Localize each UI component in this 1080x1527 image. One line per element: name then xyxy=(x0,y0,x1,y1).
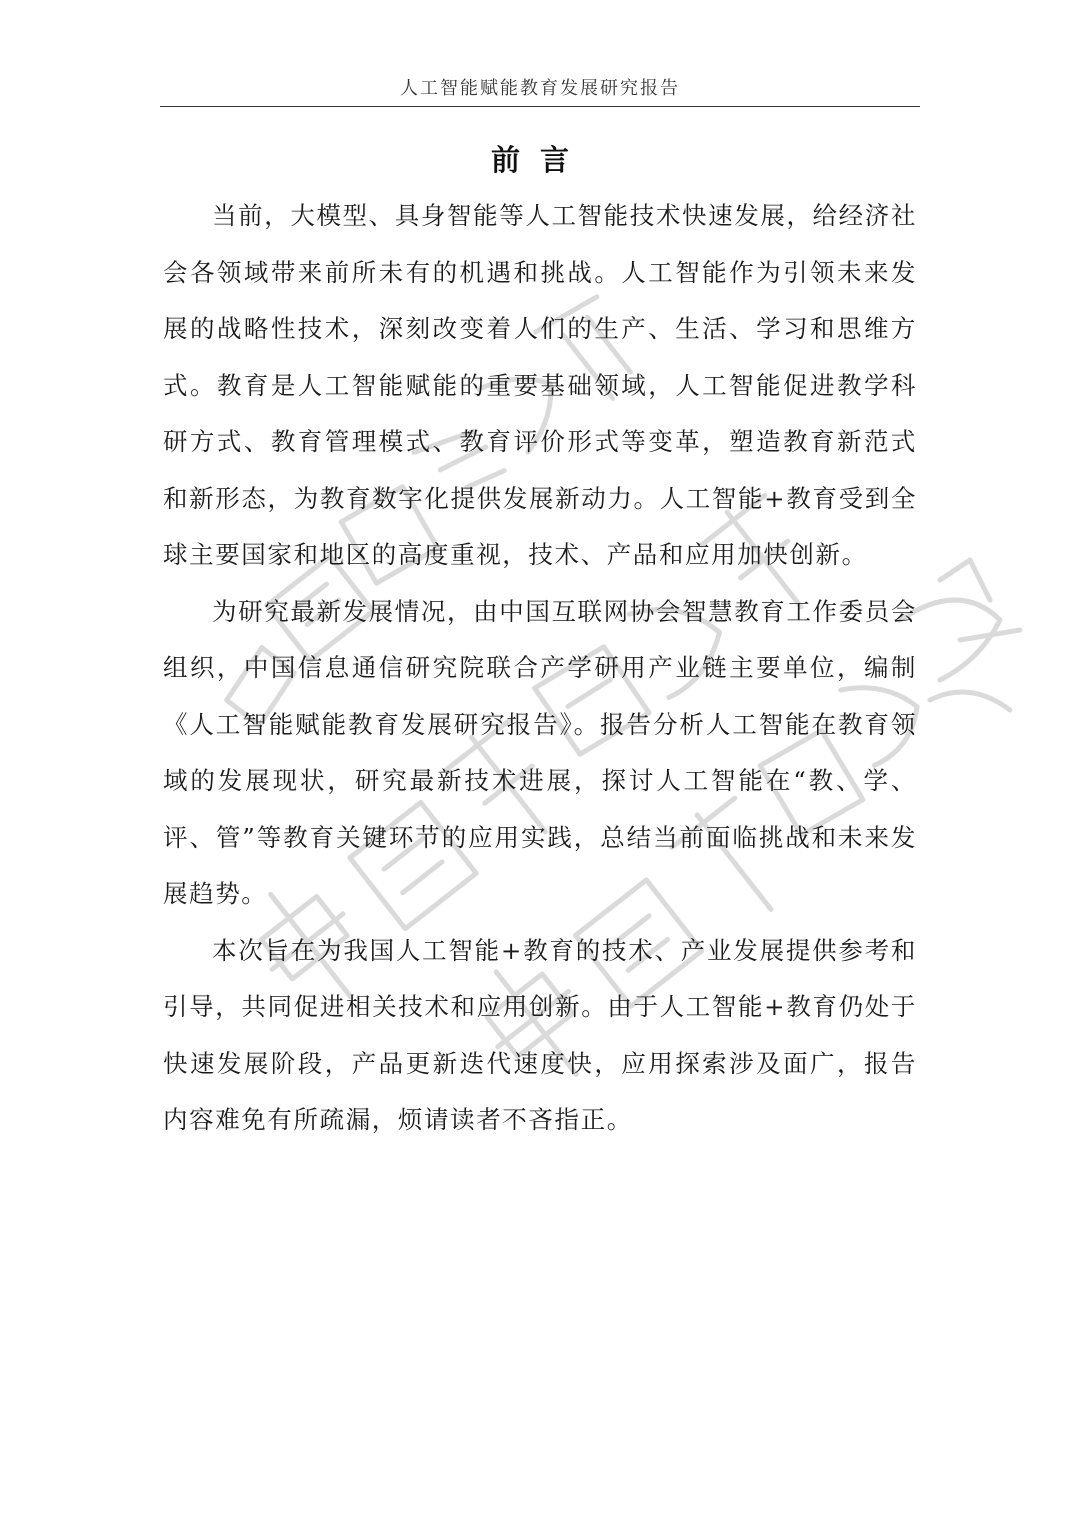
paragraph-1: 当前，大模型、具身智能等人工智能技术快速发展，给经济社会各领域带来前所未有的机遇和挑战。人工智能作为引领未来发展的战略性技术，深刻改变着人们的生产、生活、学习和思维方式。教育是人工智能赋能的重要基础领域，人工智能促进教学科研方式、教育管理模式、教育评价形式等变革，塑造教育新范式和新形态，为教育数字化提供发展新动力。人工智能+教育受到全球主要国家和地区的高度重视，技术、产品和应用加快创新。 xyxy=(163,201,917,569)
paragraph-2: 为研究最新发展情况，由中国互联网协会智慧教育工作委员会组织，中国信息通信研究院联合产学研用产业链主要单位，编制《人工智能赋能教育发展研究报告》。报告分析人工智能在教育领域的发展现状，研究最新技术进展，探讨人工智能在“教、学、评、管”等教育关键环节的应用实践，总结当前面临挑战和未来发展趋势。 xyxy=(163,596,917,908)
running-header: 人工智能赋能教育发展研究报告 xyxy=(400,78,680,99)
page-title: 前言 xyxy=(490,143,589,177)
header-divider xyxy=(160,106,920,107)
body-text xyxy=(163,188,917,1149)
paragraph-3: 本次旨在为我国人工智能+教育的技术、产业发展提供参考和引导，共同促进相关技术和应用创新。由于人工智能+教育仍处于快速发展阶段，产品更新迭代速度快，应用探索涉及面广，报告内容难免有所疏漏，烦请读者不吝指正。 xyxy=(163,935,917,1134)
